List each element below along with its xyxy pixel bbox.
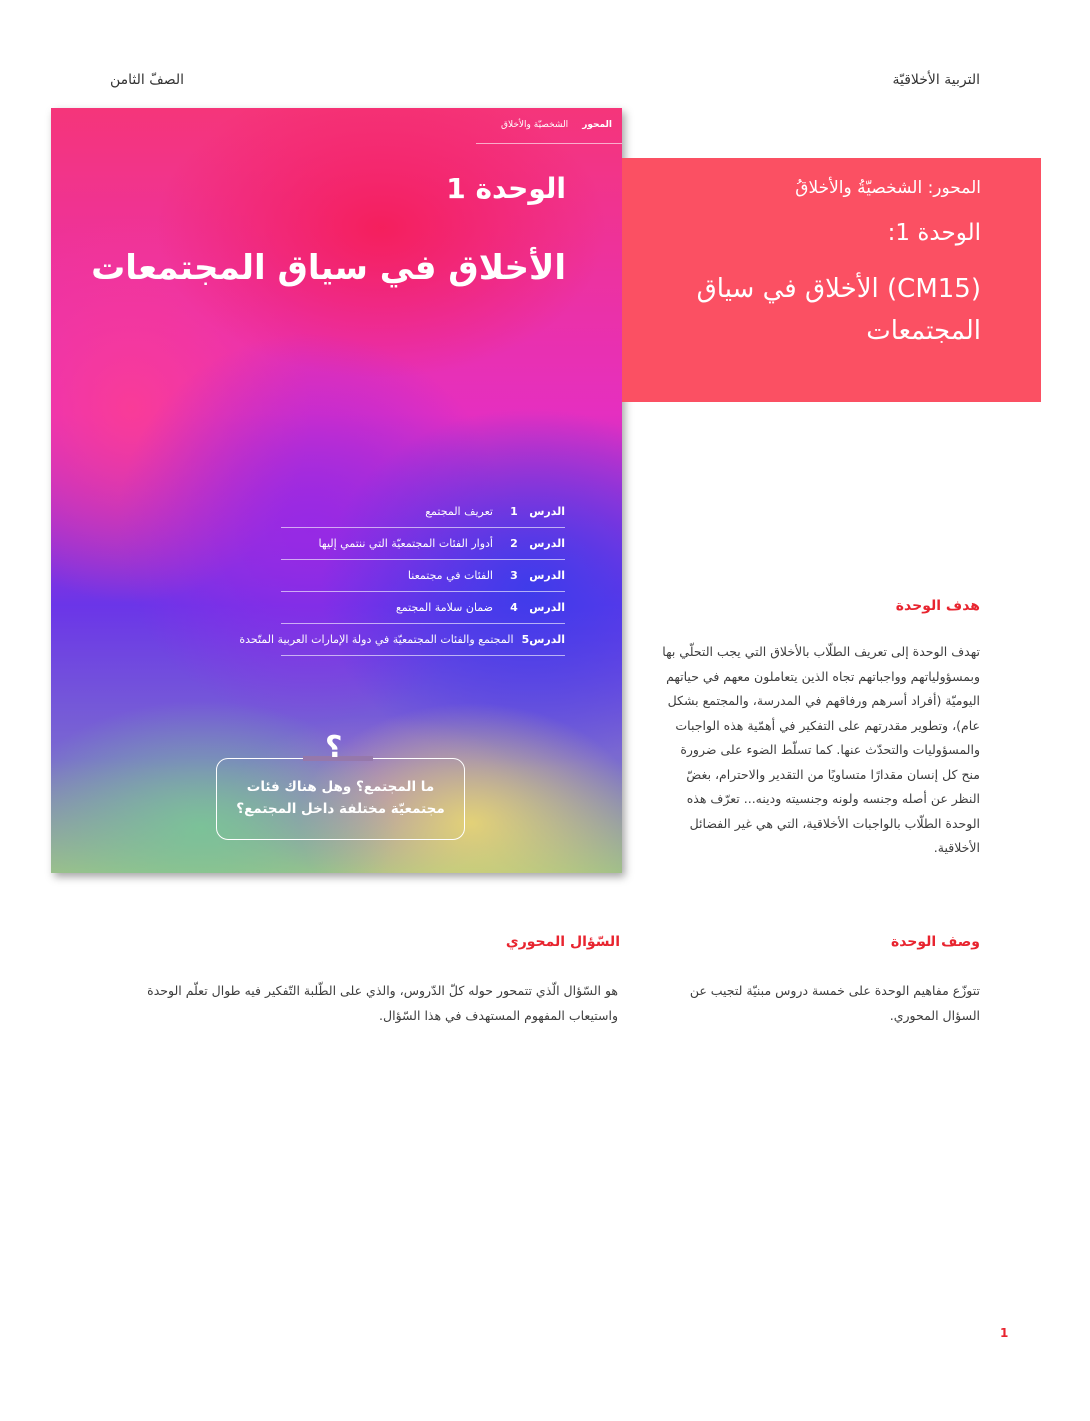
lesson-item (281, 496, 565, 528)
panel-unit: الوحدة 1: (887, 220, 981, 246)
lesson-word: الدرس (529, 601, 565, 614)
unit-goal-heading: هدف الوحدة (895, 598, 980, 614)
lesson-item (239, 624, 565, 656)
lesson-word: الدرس (529, 633, 565, 646)
lessons-list (239, 496, 565, 656)
central-question-heading: السّؤال المحوري (505, 934, 620, 950)
central-question-text: هو السّؤال الّذي تتمحور حوله كلّ الدّروس، والذي على الطّلبة التّفكير فيه طوال تعلّم الوحدة واستيعاب المفهوم المستهدف في هذا السّؤال. (147, 983, 618, 1023)
unit-description-text: تتوزّع مفاهيم الوحدة على خمسة دروس مبنيّة لتجيب عن السؤال المحوري. (689, 983, 980, 1023)
unit-description-heading: وصف الوحدة (890, 934, 980, 950)
page-number: 1 (1000, 1326, 1009, 1340)
cover-axis-tag (501, 120, 612, 130)
lesson-number: 3 (510, 569, 518, 582)
lesson-number: 1 (510, 505, 518, 518)
lesson-item (281, 592, 565, 624)
unit-title-panel (622, 158, 1041, 402)
lesson-word: الدرس (529, 569, 565, 582)
cover-title: الأخلاق في سياق المجتمعات (91, 248, 566, 288)
lesson-title: المجتمع والفئات المجتمعيّة في دولة الإمارات العربية المتّحدة (239, 633, 514, 646)
lesson-word: الدرس (529, 505, 565, 518)
unit-cover-image (51, 108, 622, 873)
header-grade: الصفّ الثامن (110, 72, 185, 88)
lesson-number: 2 (510, 537, 518, 550)
lesson-item (281, 560, 565, 592)
lesson-number: 5 (521, 633, 530, 646)
panel-title: (CM15) الأخلاق في سياق المجتمعات (696, 274, 981, 346)
lesson-title: ضمان سلامة المجتمع (395, 601, 493, 614)
cover-unit-number: الوحدة 1 (446, 172, 566, 205)
cover-question-box (216, 758, 465, 840)
lesson-number: 4 (510, 601, 518, 614)
cover-question-text: ما المجتمع؟ وهل هناك فئات مجتمعيّة مختلفة داخل المجتمع؟ (236, 779, 445, 817)
lesson-title: تعريف المجتمع (425, 505, 493, 518)
unit-goal-text: تهدف الوحدة إلى تعريف الطلّاب بالأخلاق التي يجب التحلّي بها وبمسؤولياتهم وواجباتهم تجاه الذين يتعاملون معهم في حياتهم اليوميّة (أفراد أسرهم ورفاقهم في المدرسة، والمجتمع بشكل عام)، وتطوير مقدرتهم على التفكير في أهمّية هذه الواجبات والمسؤوليات والتحدّث عنها. كما تسلّط الضوء على ضرورة منح كل إنسان مقدارًا متساويًا من التقدير والاحترام، بغضّ النظر عن أصله وجنسه ولونه وجنسيته ودينه... تعرّف هذه الوحدة الطلّاب بالواجبات الأخلاقية، التي هي غير الفضائل الأخلاقية. (662, 644, 980, 855)
lesson-word: الدرس (529, 537, 565, 550)
lesson-item (281, 528, 565, 560)
question-mark-icon: ؟ (325, 730, 343, 765)
header-subject: التربية الأخلاقيّة (892, 72, 980, 88)
lesson-title: أدوار الفئات المجتمعيّة التي ننتمي إليها (318, 537, 493, 550)
cover-axis-label: المحور (582, 120, 612, 130)
cover-axis-value: الشخصيّة والأخلاق (501, 120, 569, 130)
panel-axis: المحور: الشخصيّةُ والأخلاقُ (795, 178, 981, 198)
lesson-title: الفئات في مجتمعنا (407, 569, 493, 582)
cover-divider (476, 143, 622, 144)
